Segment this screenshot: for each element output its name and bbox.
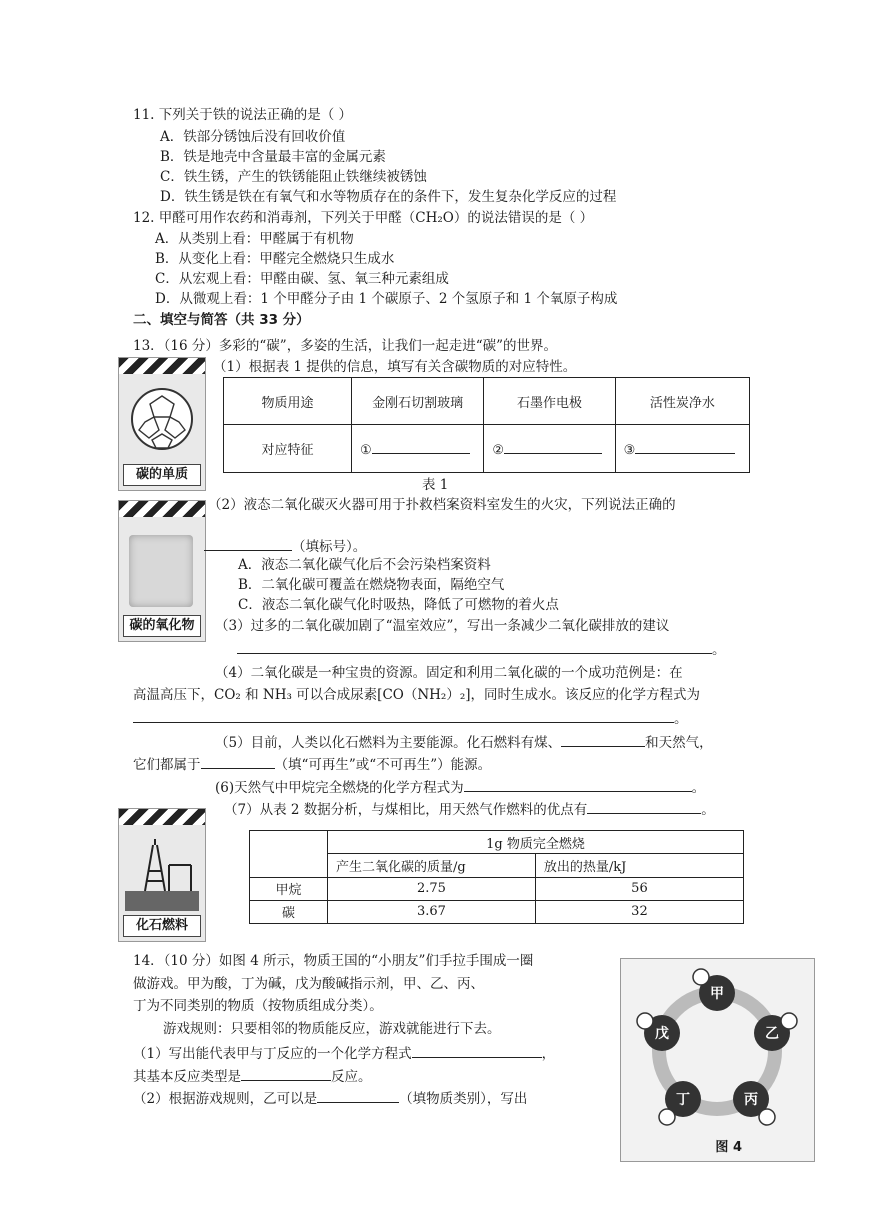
answer-blank[interactable] xyxy=(412,1043,542,1058)
q14-text: 反应。 xyxy=(331,1069,372,1085)
table-1 xyxy=(223,377,750,473)
circle-number: ① xyxy=(359,443,372,458)
ring-label: 戊 xyxy=(655,1026,669,1042)
period: 。 xyxy=(701,802,715,818)
answer-blank[interactable] xyxy=(317,1088,399,1103)
table2-corner-cell xyxy=(250,831,328,878)
table-2 xyxy=(249,830,744,924)
q13-part2-line1: （2）液态二氧化碳灭火器可用于扑救档案资料室发生的火灾，下列说法正确的 xyxy=(208,497,676,513)
figure4-caption: 图 4 xyxy=(715,1140,742,1155)
carbon-oxide-figure xyxy=(118,500,206,642)
q13-part7-text: （7）从表 2 数据分析，与煤相比，用天然气作燃料的优点有 xyxy=(224,802,588,818)
q11-stem: 11. 下列关于铁的说法正确的是（ ） xyxy=(133,107,353,123)
answer-blank[interactable] xyxy=(133,708,674,723)
q14-line3: 丁为不同类别的物质（按物质组成分类）。 xyxy=(133,998,383,1014)
table1-answer-cell[interactable] xyxy=(484,425,615,473)
answer-blank[interactable] xyxy=(204,536,292,551)
q12-option-a: A．从类别上看：甲醛属于有机物 xyxy=(155,231,354,247)
hazard-stripe-icon xyxy=(119,501,205,517)
answer-blank[interactable] xyxy=(464,777,692,792)
q13-part2-option-a: A．液态二氧化碳气化后不会污染档案资料 xyxy=(238,557,491,573)
q14-line1: 14．（10 分）如图 4 所示，物质王国的“小朋友”们手拉手围成一圈 xyxy=(133,953,534,969)
fullerene-molecule-icon xyxy=(127,384,197,454)
q11-option-c: C．铁生锈，产生的铁锈能阻止铁继续被锈蚀 xyxy=(160,169,427,185)
answer-blank[interactable] xyxy=(201,754,275,769)
q14-text: ， xyxy=(541,1046,556,1062)
q12-option-b: B．从变化上看：甲醛完全燃烧只生成水 xyxy=(155,251,395,267)
table2-col-header: 产生二氧化碳的质量/g xyxy=(328,854,536,877)
oil-rig-icon xyxy=(125,831,199,911)
period: 。 xyxy=(674,711,688,727)
q13-part5-text: （填“可再生”或“不可再生”）能源。 xyxy=(274,757,492,773)
ring-label: 乙 xyxy=(765,1026,779,1042)
hazard-stripe-icon xyxy=(119,809,205,825)
carbon-element-figure xyxy=(118,357,206,491)
q13-part2-line2 xyxy=(204,536,366,556)
table2-cell: 2.75 xyxy=(328,877,536,900)
children-ring-illustration xyxy=(621,959,814,1161)
period: 。 xyxy=(691,780,706,796)
table2-col-header: 放出的热量/kJ xyxy=(535,854,743,877)
table2-cell: 3.67 xyxy=(328,900,536,923)
q13-part3-answer xyxy=(237,639,726,659)
figure-caption: 碳的氧化物 xyxy=(123,615,201,637)
q13-part5-line1 xyxy=(215,732,713,752)
q13-part2-option-b: B．二氧化碳可覆盖在燃烧物表面，隔绝空气 xyxy=(238,577,505,593)
q13-part1: （1）根据表 1 提供的信息，填写有关含碳物质的对应特性。 xyxy=(213,359,577,375)
q14-text: （2）根据游戏规则，乙可以是 xyxy=(133,1091,318,1107)
q14-text: 其基本反应类型是 xyxy=(133,1069,241,1085)
q13-part2-option-c: C．液态二氧化碳气化时吸热，降低了可燃物的着火点 xyxy=(238,597,559,613)
fossil-fuel-figure xyxy=(118,808,206,942)
q13-part4-line2: 高温高压下，CO₂ 和 NH₃ 可以合成尿素[CO（NH₂）₂]，同时生成水。该反应的化学方程式为 xyxy=(133,687,701,703)
q13-stem: 13．（16 分）多彩的“碳”，多姿的生活，让我们一起走进“碳”的世界。 xyxy=(133,338,558,354)
table1-header-cell: 物质用途 xyxy=(224,378,352,425)
answer-blank[interactable] xyxy=(561,732,645,747)
ring-label: 甲 xyxy=(710,986,724,1002)
table1-header-cell: 金刚石切割玻璃 xyxy=(351,378,483,425)
figure-4 xyxy=(620,958,815,1162)
q14-line4: 游戏规则：只要相邻的物质能反应，游戏就能进行下去。 xyxy=(163,1021,501,1037)
ring-label: 丁 xyxy=(676,1092,690,1108)
q13-part6 xyxy=(215,777,705,797)
q13-part5-text: （5）目前，人类以化石燃料为主要能源。化石燃料有煤、 xyxy=(215,735,562,751)
q12-option-c: C．从宏观上看：甲醛由碳、氢、氧三种元素组成 xyxy=(155,271,449,287)
q13-part2-suffix: （填标号）。 xyxy=(292,539,367,555)
q12-stem: 12. 甲醛可用作农药和消毒剂，下列关于甲醛（CH₂O）的说法错误的是（ ） xyxy=(133,210,594,226)
table1-header-cell: 活性炭净水 xyxy=(615,378,749,425)
circle-number: ③ xyxy=(623,443,636,458)
q11-option-a: A．铁部分锈蚀后没有回收价值 xyxy=(160,129,346,145)
q14-line2: 做游戏。甲为酸，丁为碱，戊为酸碱指示剂，甲、乙、丙、 xyxy=(133,976,484,992)
table1-answer-cell[interactable] xyxy=(615,425,749,473)
dry-ice-block-icon xyxy=(129,535,193,607)
q13-part5-line2 xyxy=(133,754,491,774)
ring-label: 丙 xyxy=(744,1092,758,1108)
figure-caption: 碳的单质 xyxy=(123,464,201,486)
q11-option-d: D．铁生锈是铁在有氧气和水等物质存在的条件下，发生复杂化学反应的过程 xyxy=(160,189,617,205)
hazard-stripe-icon xyxy=(119,358,205,374)
q13-part6-text: (6)天然气中甲烷完全燃烧的化学方程式为 xyxy=(215,780,464,796)
section-heading: 二、填空与简答（共 33 分） xyxy=(133,312,310,328)
q13-part4-line1: （4）二氧化碳是一种宝贵的资源。固定和利用二氧化碳的一个成功范例是：在 xyxy=(215,665,683,681)
table1-header-cell: 石墨作电极 xyxy=(484,378,615,425)
table2-row-label: 甲烷 xyxy=(250,877,328,900)
table1-row-label: 对应特征 xyxy=(224,425,352,473)
answer-blank[interactable] xyxy=(237,639,712,654)
table2-group-header: 1g 物质完全燃烧 xyxy=(328,831,744,854)
table2-row-label: 碳 xyxy=(250,900,328,923)
figure-caption: 化石燃料 xyxy=(123,915,201,937)
q13-part7 xyxy=(224,799,715,819)
q13-part5-text: 它们都属于 xyxy=(133,757,201,773)
table2-cell: 32 xyxy=(535,900,743,923)
period: 。 xyxy=(712,642,726,658)
answer-blank[interactable] xyxy=(241,1066,331,1081)
table2-cell: 56 xyxy=(535,877,743,900)
q14-line6 xyxy=(133,1066,372,1086)
q14-text: （1）写出能代表甲与丁反应的一个化学方程式 xyxy=(133,1046,412,1062)
q14-line5 xyxy=(133,1043,555,1063)
table1-caption: 表 1 xyxy=(422,477,449,493)
circle-number: ② xyxy=(492,443,504,458)
table1-answer-cell[interactable] xyxy=(351,425,483,473)
q13-part3: （3）过多的二氧化碳加剧了“温室效应”，写出一条减少二氧化碳排放的建议 xyxy=(215,618,670,634)
q11-option-b: B．铁是地壳中含量最丰富的金属元素 xyxy=(160,149,386,165)
q13-part5-text: 和天然气， xyxy=(645,735,713,751)
answer-blank[interactable] xyxy=(587,799,701,814)
q14-text: （填物质类别），写出 xyxy=(399,1091,528,1107)
q14-line7 xyxy=(133,1088,527,1108)
q12-option-d: D．从微观上看：1 个甲醛分子由 1 个碳原子、2 个氢原子和 1 个氧原子构成 xyxy=(155,291,618,307)
q13-part4-answer xyxy=(133,708,688,728)
